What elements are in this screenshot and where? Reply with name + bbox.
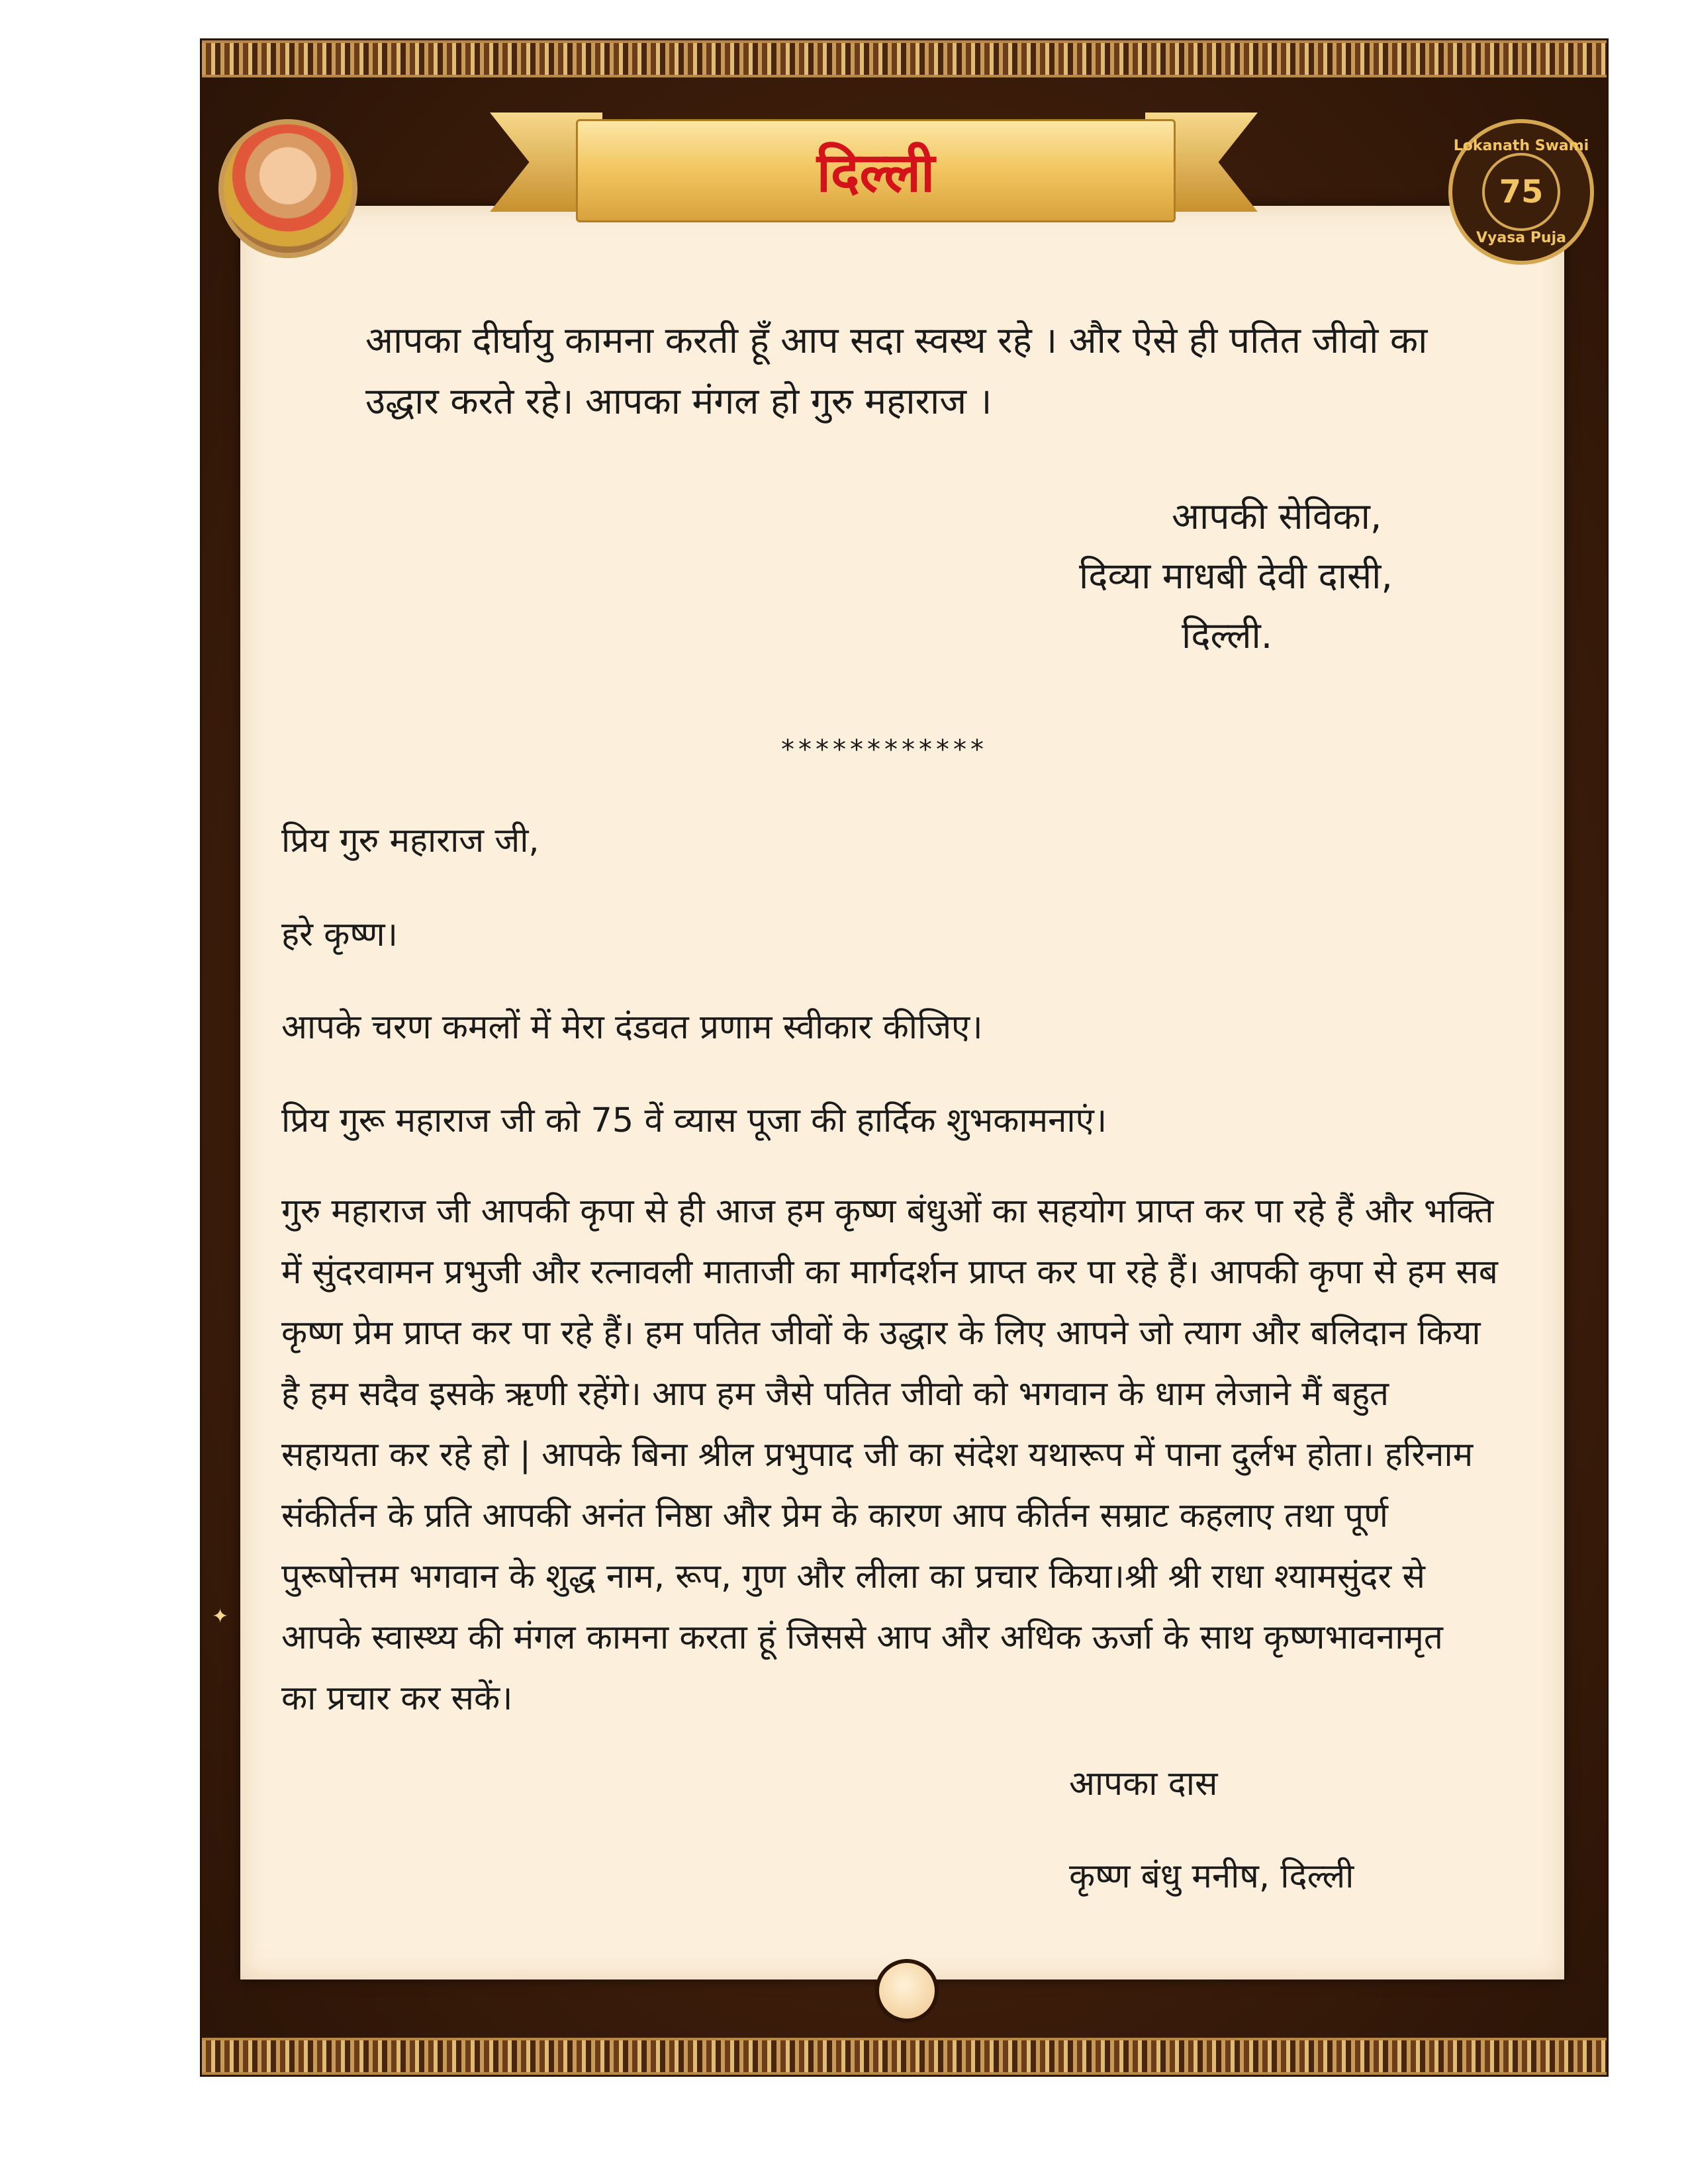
badge-top-text: Lokanath Swami <box>1453 138 1589 154</box>
letter2-hare-krishna: हरे कृष्ण। <box>281 915 398 954</box>
scroll-knob <box>875 1959 939 2023</box>
letter2-greeting: प्रिय गुरु महाराज जी, <box>281 821 539 860</box>
letter1-signoff: आपकी सेविका, <box>1172 495 1382 537</box>
letter2-signoff: आपका दास <box>1069 1764 1218 1803</box>
letter2-name: कृष्ण बंधु मनीष, दिल्ली <box>1069 1857 1354 1896</box>
letter2-body-line: पुरूषोत्तम भगवान के शुद्ध नाम, रूप, गुण और लीला का प्रचार किया।श्री श्री राधा श्यामसुंदर से <box>281 1557 1425 1596</box>
guru-portrait <box>218 119 357 258</box>
letter1-name: दिव्या माधबी देवी दासी, <box>1079 555 1393 597</box>
letter2-body-line: कृष्ण प्रेम प्राप्त कर पा रहे हैं। हम पतित जीवों के उद्धार के लिए आपने जो त्याग और बलिदान किया <box>281 1314 1481 1353</box>
letter1-city: दिल्ली. <box>1182 614 1273 657</box>
ornamental-border-bottom <box>202 2038 1607 2075</box>
letter1-line: उद्धार करते रहे। आपका मंगल हो गुरु महाराज । <box>365 380 992 422</box>
letter2-wish: प्रिय गुरू महाराज जी को 75 वें व्यास पूजा की हार्दिक शुभकामनाएं। <box>281 1101 1107 1140</box>
letter2-body-line: आपके स्वास्थ्य की मंगल कामना करता हूं जिससे आप और अधिक ऊर्जा के साथ कृष्णभावनामृत <box>281 1618 1443 1657</box>
letter2-body-line: संकीर्तन के प्रति आपकी अनंत निष्ठा और प्रेम के कारण आप कीर्तन सम्राट कहलाए तथा पूर्ण <box>281 1496 1388 1535</box>
sparkle-icon: ✦ <box>212 1605 229 1628</box>
letter2-body-line: गुरु महाराज जी आपकी कृपा से ही आज हम कृष्ण बंधुओं का सहयोग प्राप्त कर पा रहे हैं और भक्ति <box>281 1192 1494 1231</box>
letter2-body-line: में सुंदरवामन प्रभुजी और रत्नावली माताजी का मार्गदर्शन प्राप्त कर पा रहे हैं। आपकी कृपा से हम सब <box>281 1253 1498 1292</box>
title-ribbon <box>477 93 1271 245</box>
vyasa-puja-badge <box>1448 119 1594 265</box>
page-title: दिल्ली <box>816 142 935 205</box>
letter2-body-line: सहायता कर रहे हो | आपके बिना श्रील प्रभुपाद जी का संदेश यथारूप में पाना दुर्लभ होता। हरिनाम <box>281 1435 1474 1475</box>
letter2-obeisance: आपके चरण कमलों में मेरा दंडवत प्रणाम स्वीकार कीजिए। <box>281 1008 983 1047</box>
letter2-body-line: का प्रचार कर सकें। <box>281 1679 513 1718</box>
ribbon-banner <box>576 119 1176 222</box>
badge-number: 75 <box>1482 153 1560 231</box>
separator: ************ <box>781 735 988 765</box>
letter1-paragraph <box>365 310 1427 432</box>
ornamental-border-top <box>202 40 1607 77</box>
letter1-line: आपका दीर्घायु कामना करती हूँ आप सदा स्वस्थ रहे । और ऐसे ही पतित जीवो का <box>365 319 1428 361</box>
badge-bottom-text: Vyasa Puja <box>1476 230 1566 246</box>
letter2-body-line: है हम सदैव इसके ऋणी रहेंगे। आप हम जैसे पतित जीवो को भगवान के धाम लेजाने मैं बहुत <box>281 1375 1389 1414</box>
letter2-body <box>281 1181 1498 1729</box>
